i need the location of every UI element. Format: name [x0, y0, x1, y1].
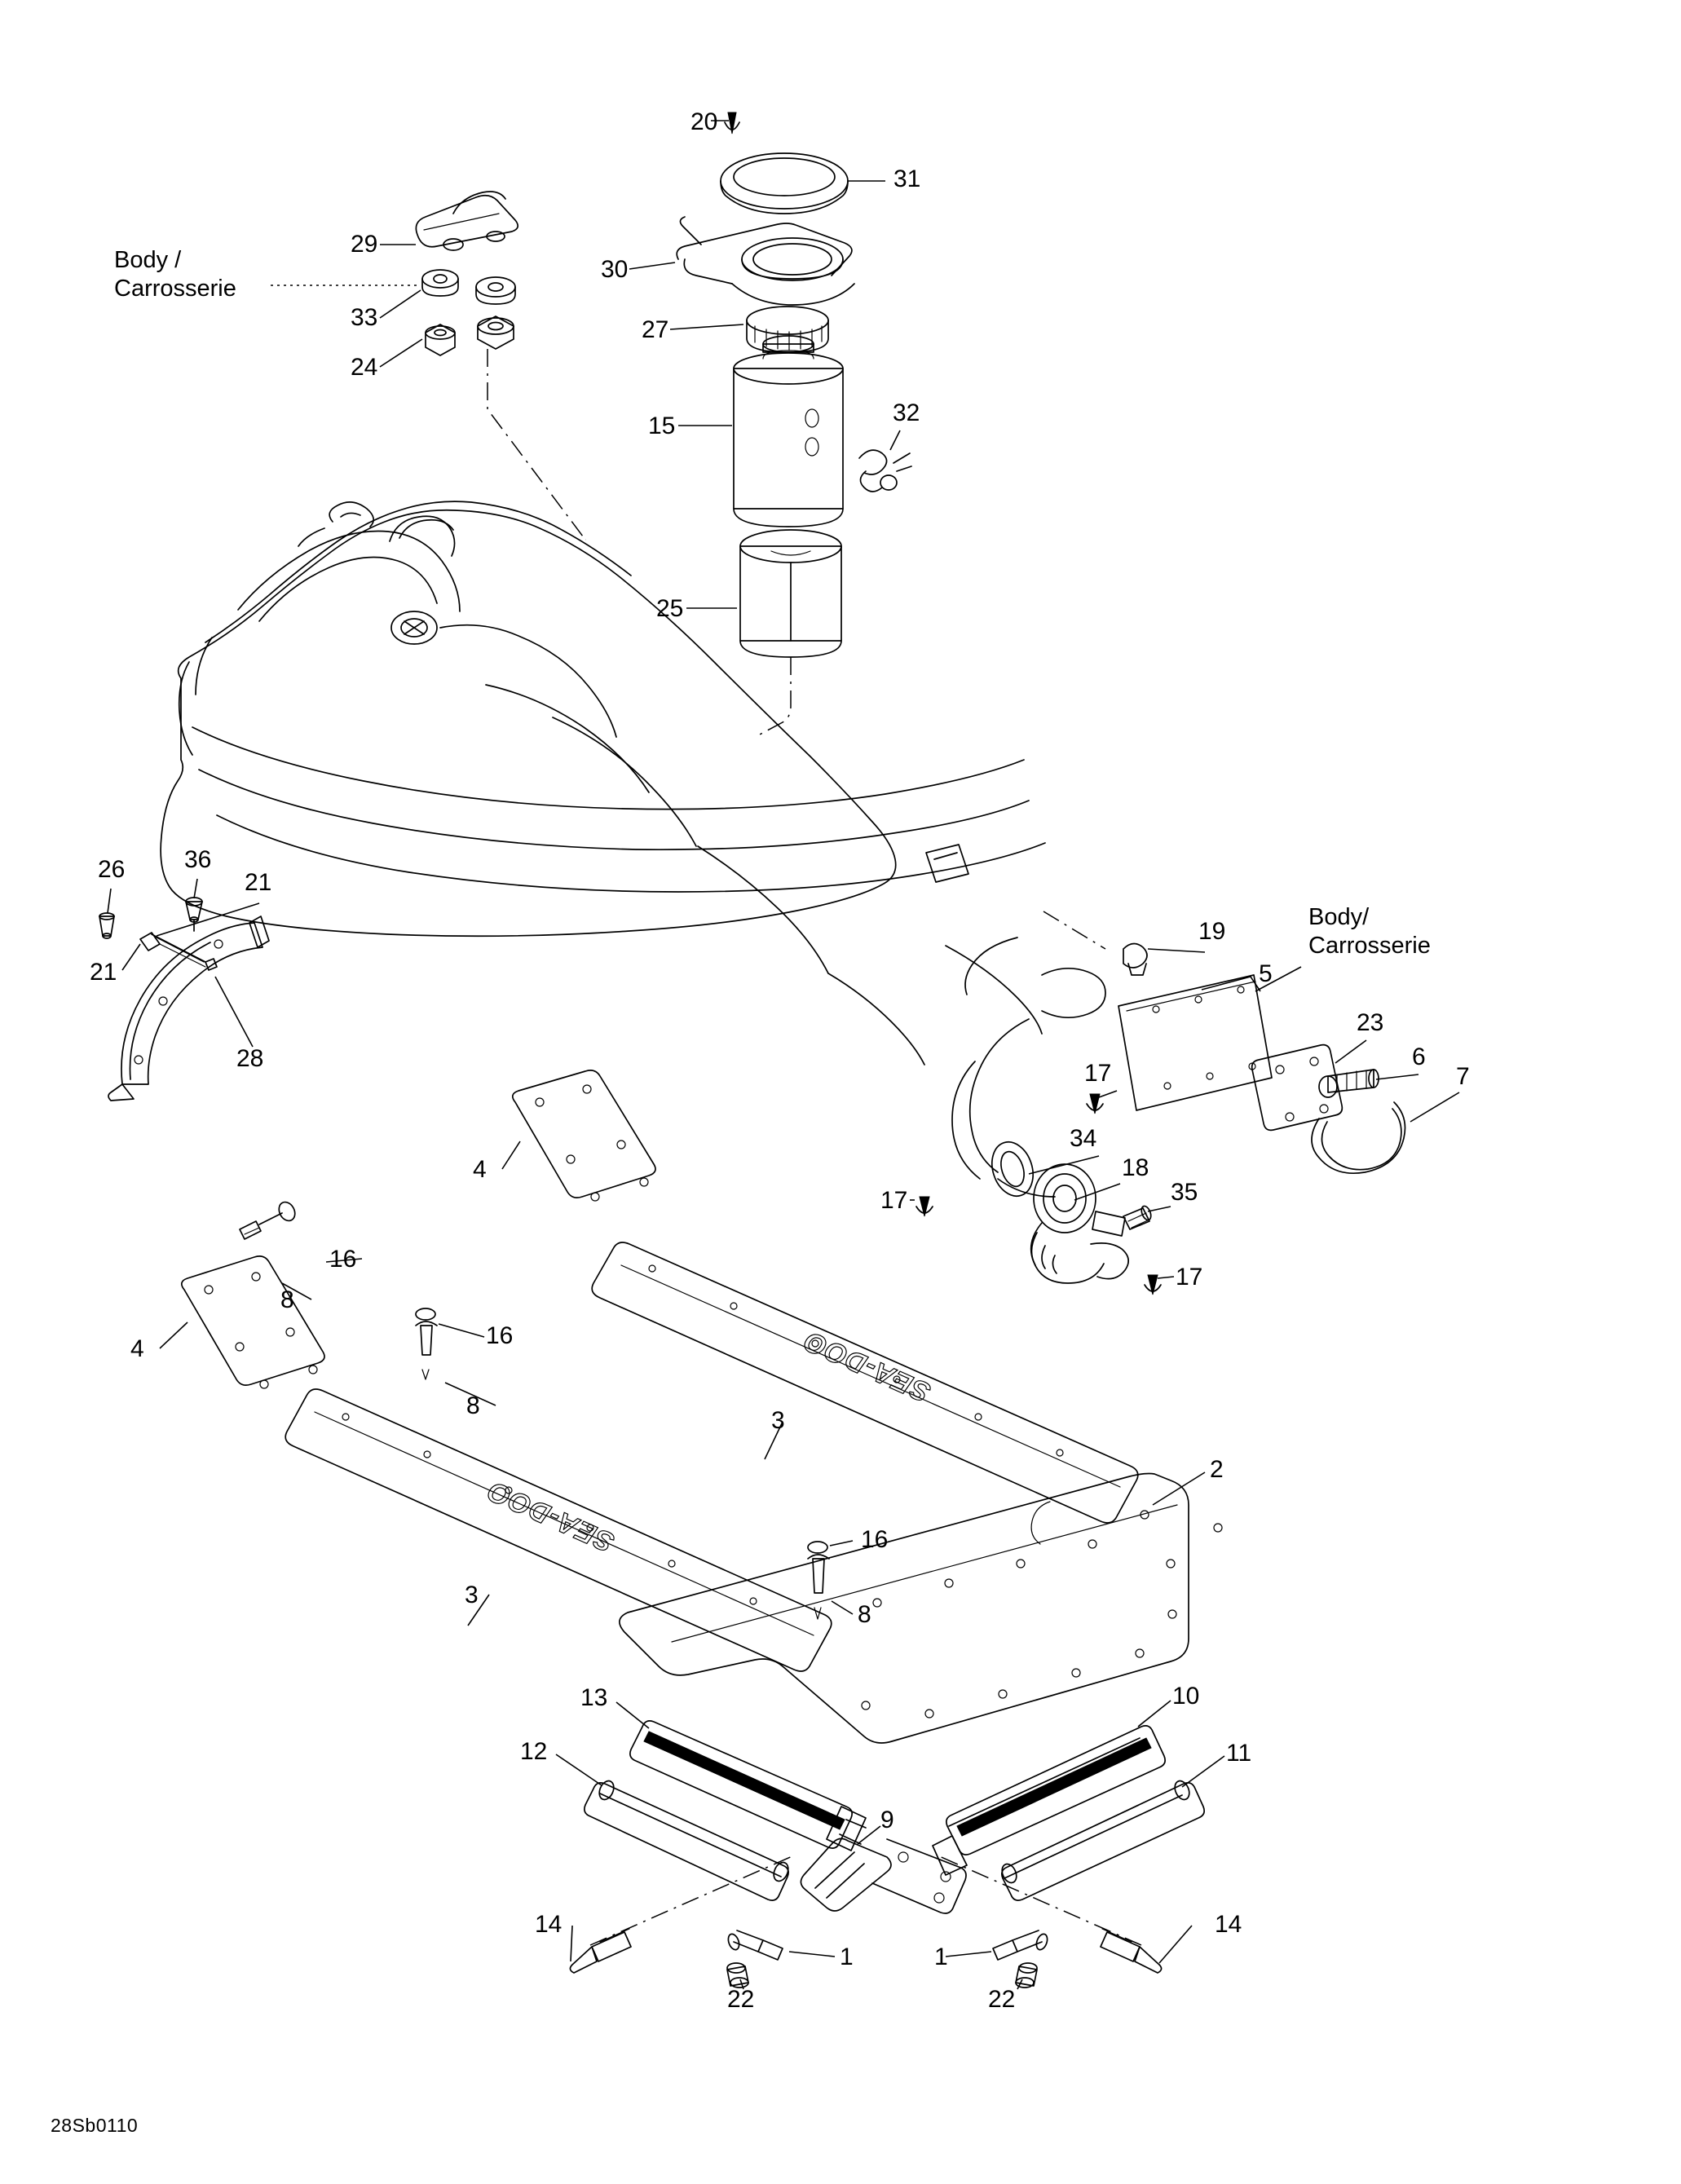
- callout-9: 9: [880, 1807, 894, 1833]
- callout-28: 28: [236, 1045, 264, 1072]
- callout-4-b: 4: [130, 1335, 144, 1362]
- part-30-support: [677, 217, 854, 305]
- part-12-rail: [585, 1779, 791, 1900]
- body-label-left-line1: Body /: [114, 247, 182, 273]
- part-3-trim-upper: [592, 1242, 1138, 1523]
- callout-1-b: 1: [934, 1944, 948, 1970]
- part-2-deck-liner: [620, 1474, 1222, 1744]
- part-18-bailer: [1031, 1164, 1129, 1283]
- callout-33: 33: [351, 304, 378, 331]
- callout-31: 31: [893, 165, 921, 192]
- callout-16-b: 16: [486, 1322, 514, 1349]
- part-1-bolts: [726, 1930, 1049, 1960]
- callout-8-c: 8: [858, 1601, 871, 1628]
- callout-6: 6: [1412, 1043, 1426, 1070]
- callout-12: 12: [520, 1738, 548, 1765]
- callout-21-b: 21: [90, 959, 117, 986]
- callout-19: 19: [1198, 918, 1226, 945]
- part-6-bolt: [1319, 1070, 1379, 1097]
- leader-25-to-hull: [758, 657, 791, 735]
- callout-17-b: 17: [880, 1187, 908, 1214]
- callout-16-c: 16: [861, 1526, 889, 1553]
- callout-20: 20: [690, 108, 718, 135]
- callout-7: 7: [1456, 1063, 1470, 1090]
- callout-10: 10: [1172, 1683, 1200, 1710]
- part-24-nut: [426, 316, 514, 355]
- part-35-screw: [1123, 1205, 1153, 1229]
- callout-1-a: 1: [840, 1944, 854, 1970]
- part-5-plate: [1118, 975, 1272, 1110]
- part-29-hinge-bracket: [416, 192, 518, 250]
- callout-24: 24: [351, 354, 378, 381]
- callout-26: 26: [98, 856, 126, 883]
- part-13-rail: [630, 1721, 866, 1851]
- callout-18: 18: [1122, 1154, 1149, 1181]
- body-label-right-line1: Body/: [1308, 904, 1370, 930]
- callout-30: 30: [601, 256, 629, 283]
- callout-27: 27: [642, 316, 669, 343]
- callout-17-a: 17: [1084, 1060, 1112, 1087]
- part-4-panel-upper: [513, 1070, 655, 1201]
- svg-text:SEA-DOO: SEA-DOO: [799, 1324, 935, 1409]
- part-33-washer: [422, 270, 515, 304]
- svg-text:SEA-DOO: SEA-DOO: [483, 1474, 619, 1559]
- watercraft-hull: [161, 501, 1105, 1197]
- part-26-screw: [99, 913, 114, 938]
- callout-34: 34: [1070, 1125, 1097, 1152]
- part-22-caps: [727, 1963, 1037, 1988]
- part-31-oring: [721, 153, 848, 214]
- leader-lines: [108, 121, 1459, 1989]
- callout-21-a: 21: [245, 869, 272, 896]
- callout-14-b: 14: [1215, 1911, 1242, 1938]
- callout-13: 13: [580, 1684, 608, 1711]
- body-carrosserie-label-left: [114, 246, 236, 304]
- callout-25: 25: [656, 595, 684, 622]
- callout-8-a: 8: [280, 1286, 294, 1313]
- part-32-clamp: [859, 450, 911, 492]
- leader-hull-to-19: [1043, 911, 1105, 949]
- body-carrosserie-label-right: [1308, 903, 1431, 961]
- callout-23: 23: [1357, 1009, 1384, 1036]
- part-20-plug: [725, 113, 739, 134]
- callout-35: 35: [1171, 1179, 1198, 1206]
- callout-11: 11: [1226, 1740, 1252, 1767]
- part-4-panel-lower: [182, 1256, 324, 1388]
- callout-16-a: 16: [329, 1246, 357, 1273]
- callout-22-a: 22: [727, 1986, 755, 2013]
- part-9-corner-bracket: [801, 1838, 966, 1913]
- callout-15: 15: [648, 413, 676, 439]
- part-19-clip: [1123, 943, 1147, 975]
- part-28-fender: [108, 916, 269, 1101]
- body-label-right-line2: Carrosserie: [1308, 933, 1431, 960]
- callout-29: 29: [351, 231, 378, 258]
- leader-bracket-to-hull: [488, 349, 585, 540]
- callout-17-c: 17: [1176, 1264, 1203, 1291]
- callout-2: 2: [1210, 1456, 1224, 1483]
- callout-4-a: 4: [473, 1156, 487, 1183]
- part-27-retainer: [747, 307, 828, 352]
- callout-3-a: 3: [771, 1407, 785, 1434]
- callout-36: 36: [184, 846, 212, 873]
- part-10-rail: [933, 1726, 1165, 1875]
- part-17-plugs: [916, 1094, 1161, 1295]
- part-25-sleeve: [740, 530, 841, 657]
- callout-8-b: 8: [466, 1392, 480, 1419]
- callout-14-a: 14: [535, 1911, 563, 1938]
- body-label-left-line2: Carrosserie: [114, 276, 236, 302]
- footer-code: 28Sb0110: [51, 2115, 139, 2136]
- callout-22-b: 22: [988, 1986, 1016, 2013]
- callout-32: 32: [893, 399, 920, 426]
- part-3-trim-lower: [285, 1389, 832, 1671]
- callout-3-b: 3: [465, 1582, 479, 1608]
- part-14-rivets: [570, 1929, 1161, 1973]
- callout-5: 5: [1259, 960, 1273, 987]
- part-15-reservoir: [734, 336, 843, 527]
